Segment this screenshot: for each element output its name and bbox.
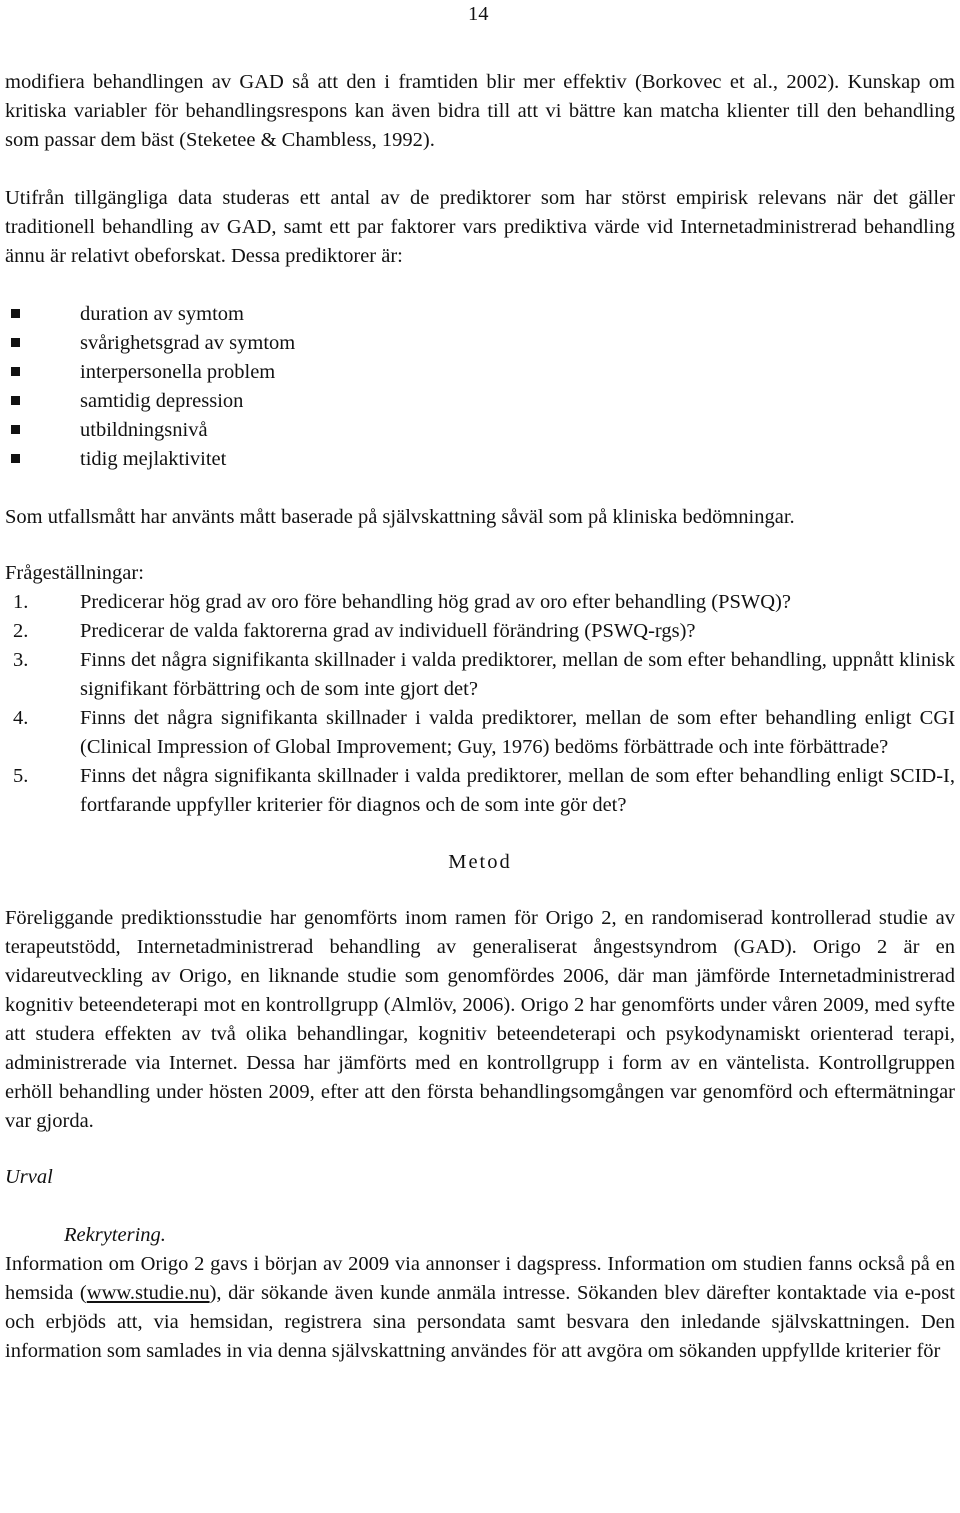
recruitment-paragraph: Information om Origo 2 gavs i början av 2009 via annonser i dagspress. Information om studien fanns också på en hemsida (www.studie.nu), där sökande även kunde anmäla intresse. Sökanden blev därefter kontaktade via e-post och erbjöds att, via hemsidan, registrera sina persondata samt besvara den inledande självskattningen. Den information som samlades in via denna självskattning användes för att avgöra om sökanden uppfyllde kriterier för — [5, 1253, 955, 1362]
square-bullet-icon — [11, 396, 20, 405]
research-questions — [5, 588, 955, 820]
predictor-list — [5, 300, 955, 474]
website-link[interactable]: www.studie.nu — [86, 1282, 210, 1304]
question-item: 3. Finns det några signifikanta skillnader i valda prediktorer, mellan de som efter behandling, uppnått klinisk signifikant förbättring och de som inte gjort det? — [13, 649, 955, 700]
list-item: samtidig depression — [5, 387, 955, 416]
outcome-paragraph: Som utfallsmått har använts mått baserade på självskattning såväl som på kliniska bedömningar. — [5, 506, 795, 528]
question-item: 4. Finns det några signifikanta skillnader i valda prediktorer, mellan de som efter behandling enligt CGI (Clinical Impression of Global Improvement; Guy, 1976) bedöms förbättrade och inte förbättrade? — [13, 707, 955, 758]
questions-title: Frågeställningar: — [5, 562, 144, 584]
square-bullet-icon — [11, 425, 20, 434]
method-paragraph: Föreliggande prediktionsstudie har genomförts inom ramen för Origo 2, en randomiserad kontrollerad studie av terapeutstödd, Internetadministrerad behandling av generaliserat ångestsyndrom (GAD). Origo 2 är en vidareutveckling av Origo, en liknande studie som genomfördes 2006, där man jämförde Internetadministrerad kognitiv beteendeterapi mot en kontrollgrupp (Almlöv, 2006). Origo 2 har genomförts under våren 2009, med syfte att studera effekten av två olika behandlingar, kognitiv beteendeterapi och psykodynamiskt orienterad terapi, administrerade via Internet. Dessa har jämförts med en kontrollgrupp i form av en väntelista. Kontrollgruppen erhöll behandling under hösten 2009, efter att den första behandlingsomgången var genomförd och eftermätningar var gjorda. — [5, 907, 955, 1132]
section-heading-urval: Urval — [5, 1166, 53, 1188]
list-item: tidig mejlaktivitet — [5, 445, 955, 474]
square-bullet-icon — [11, 309, 20, 318]
subheading-rekrytering: Rekrytering. — [64, 1224, 166, 1246]
list-item: interpersonella problem — [5, 358, 955, 387]
list-item: svårighetsgrad av symtom — [5, 329, 955, 358]
question-item: 5. Finns det några signifikanta skillnader i valda prediktorer, mellan de som efter behandling enligt SCID-I, fortfarande uppfyller kriterier för diagnos och de som inte gör det? — [13, 765, 955, 816]
question-item: 1. Predicerar hög grad av oro före behandling hög grad av oro efter behandling (PSWQ)? — [13, 591, 791, 613]
predictors-paragraph: Utifrån tillgängliga data studeras ett antal av de prediktorer som har störst empirisk relevans när det gäller traditionell behandling av GAD, samt ett par faktorer vars prediktiva värde vid Internetadministrerad behandling ännu är relativt obeforskat. Dessa prediktorer är: — [5, 187, 955, 267]
section-heading-metod: Metod — [448, 851, 512, 873]
intro-paragraph: modifiera behandlingen av GAD så att den i framtiden blir mer effektiv (Borkovec et al., 2002). Kunskap om kritiska variabler för behandlingsrespons kan även bidra till att vi bättre kan matcha klienter till den behandling som passar dem bäst (Steketee & Chambless, 1992). — [5, 71, 955, 151]
square-bullet-icon — [11, 338, 20, 347]
square-bullet-icon — [11, 454, 20, 463]
document-body — [5, 68, 955, 1366]
square-bullet-icon — [11, 367, 20, 376]
page-number: 14 — [468, 3, 489, 25]
list-item: utbildningsnivå — [5, 416, 955, 445]
question-item: 2. Predicerar de valda faktorerna grad av individuell förändring (PSWQ-rgs)? — [13, 620, 696, 642]
list-item: duration av symtom — [5, 300, 955, 329]
